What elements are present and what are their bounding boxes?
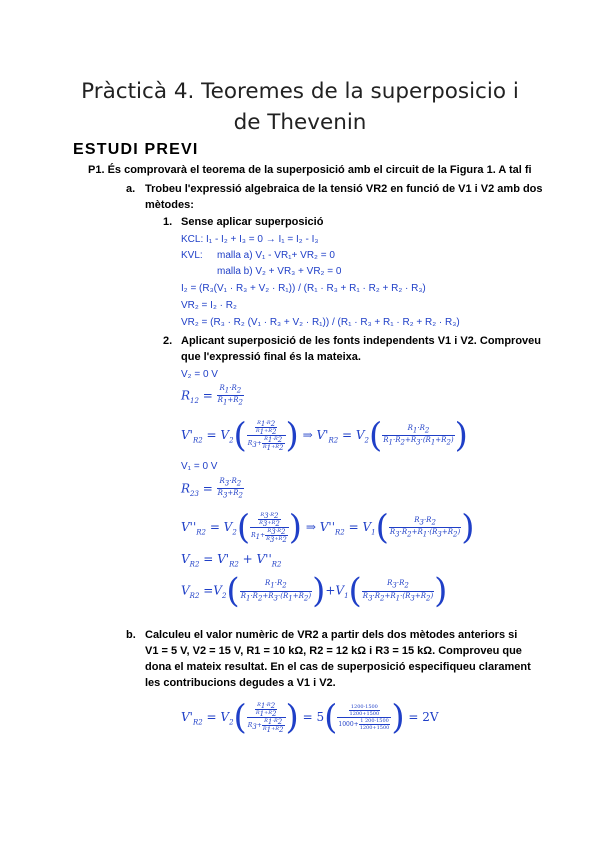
v2-zero: V₂ = 0 V: [181, 369, 218, 380]
vr2-sum-equation: $V_{R2} = V'_{R2} + V''_{R2}$: [181, 552, 282, 569]
numeric-result: = 2V: [408, 710, 439, 724]
kcl-equation: KCL: I₁ - I₂ + I₃ = 0 → I₁ = I₂ - I₃: [181, 234, 319, 245]
section-heading: ESTUDI PREVI: [73, 141, 199, 158]
method-2-line-1: Aplicant superposició de les fonts independents V1 i V2. Comproveu: [181, 335, 542, 347]
v-double-prime-r2-equation: $V''_{R2} = V_2$( $\frac{R_3\cdot R_2}{R_3+R_2}$ $R_1+$ $\frac{R_3\cdot R_2}{R_3+R_2}$ ) ⇒ $V''_{R2} = V_1$( $\frac{R_3\cdot R_2}{R_3\cdot R_2+R_1\cdot(R_3+R_2)}$ ): [181, 507, 475, 548]
item-b-marker: b.: [126, 629, 136, 641]
title-line-1: Pràcticà 4. Teoremes de la superposicio i: [81, 79, 519, 104]
page-title: [60, 76, 540, 138]
kvl-mesh-b: malla b) V₂ + VR₃ + VR₂ = 0: [217, 266, 342, 277]
item-b-line-4: les contribucions degudes a V1 i V2.: [145, 677, 336, 689]
numeric-n1: 1200·1500: [349, 704, 381, 711]
kvl-mesh-a: malla a) V₁ - VR₁+ VR₂ = 0: [217, 250, 335, 261]
method-2-marker: 2.: [163, 335, 173, 347]
numeric-equation: $V'_{R2} = V_2$( $\frac{R_1\cdot R_2}{R_1+R_2}$ $R_3+$ $\frac{R_1\cdot R_2}{R_1+R_2}$ ) = 5( $\frac{1200\cdot 1500}{1200+1500}$ 1000+ $\frac{1 200\cdot 1500}{1200+1500}$ ) = 2V: [181, 697, 439, 738]
p1-text: P1. És comprovarà el teorema de la superposició amb el circuit de la Figura 1. A tal fi: [88, 164, 532, 176]
v-prime-r2-equation: $V'_{R2} = V_2$( $\frac{R_1\cdot R_2}{R_1+R_2}$ $R_3+$ $\frac{R_1\cdot R_2}{R_1+R_2}$ ) ⇒ $V'_{R2} = V_2$( $\frac{R_1\cdot R_2}{R_1\cdot R_2+R_3\cdot(R_1+R_2)}$ ): [181, 415, 468, 456]
item-b-line-3: dona el mateix resultat. En el cas de superposició especifiqueu clarament: [145, 661, 531, 673]
numeric-thousand: 1000+: [338, 721, 359, 728]
numeric-five: 5: [316, 710, 325, 724]
item-a-line-1: Trobeu l'expressió algebraica de la tensió VR2 en funció de V1 i V2 amb dos: [145, 183, 543, 195]
method-1-marker: 1.: [163, 216, 173, 228]
vr2-equation-a: VR₂ = I₂ · R₂: [181, 300, 237, 311]
i2-equation: I₂ = (R₃(V₁ · R₃ + V₂ · R₁)) / (R₁ · R₃ + R₁ · R₂ + R₂ · R₃): [181, 283, 426, 294]
method-1-title: Sense aplicar superposició: [181, 216, 324, 228]
item-a-marker: a.: [126, 183, 136, 195]
r23-equation: $R_{23}$ = $\frac{R_3\cdot R_2}{R_3+R_2}$: [181, 477, 244, 500]
numeric-d2: 1200+1500: [359, 725, 390, 731]
kvl-label: KVL:: [181, 250, 203, 261]
vr2-final-equation: $V_{R2} =V_2$( $\frac{R_1\cdot R_2}{R_1\cdot R_2+R_3\cdot(R_1+R_2)}$ )$+V_1$( $\frac{R_3\cdot R_2}{R_3\cdot R_2+R_1\cdot(R_3+R_2)}$ ): [181, 571, 448, 611]
item-b-line-1: Calculeu el valor numèric de VR2 a partir dels dos mètodes anteriors si: [145, 629, 518, 641]
numeric-n2: 1 200·1500: [360, 718, 389, 724]
item-b-line-2: V1 = 5 V, V2 = 15 V, R1 = 10 kΩ, R2 = 12 kΩ i R3 = 15 kΩ. Comproveu que: [145, 645, 522, 657]
vr2-equation-b: VR₂ = (R₃ · R₂ (V₁ · R₃ + V₂ · R₁)) / (R₁ · R₃ + R₁ · R₂ + R₂ · R₃): [181, 317, 460, 328]
numeric-d1: 1200+1500: [349, 711, 380, 717]
title-line-2: de Thevenin: [233, 110, 367, 135]
v1-zero: V₁ = 0 V: [181, 461, 218, 472]
method-2-line-2: que l'expressió final és la mateixa.: [181, 351, 361, 363]
r12-equation: $R_{12}$ = $\frac{R_1\cdot R_2}{R_1+R_2}$: [181, 384, 244, 407]
item-a-line-2: mètodes:: [145, 199, 194, 211]
